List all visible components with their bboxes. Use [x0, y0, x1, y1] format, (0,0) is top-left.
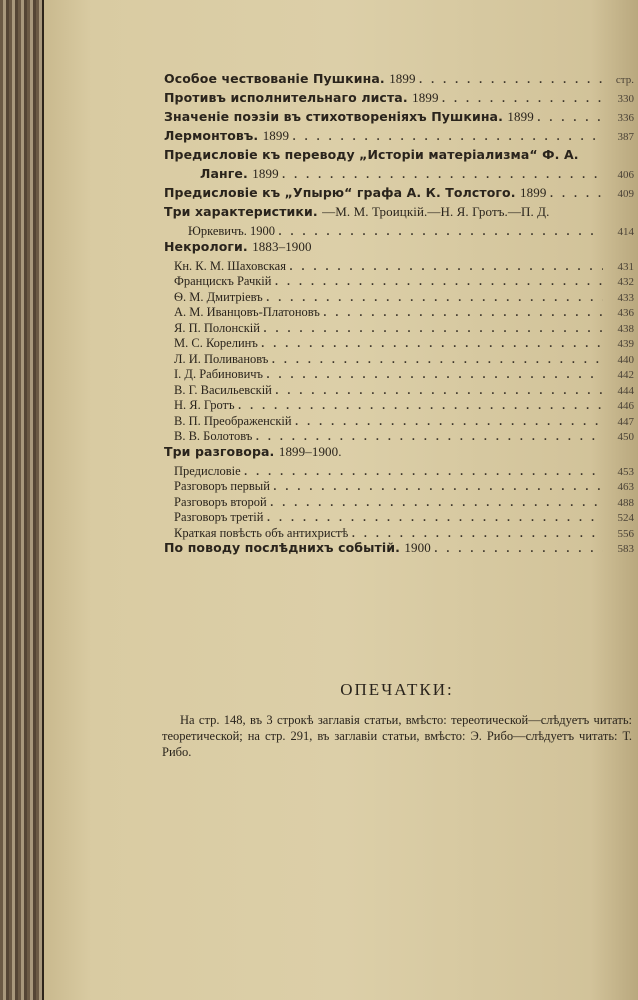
toc-entry: [164, 108, 634, 127]
toc-entry-title: [164, 147, 579, 162]
leader-dots: [282, 165, 603, 183]
toc-entry-name: Предисловіе: [174, 463, 241, 478]
toc-entry-year: 1899: [252, 166, 279, 181]
toc-entry: [164, 89, 634, 108]
toc-entry-page: 414: [617, 226, 634, 238]
toc-entry-name: Особое чествованіе Пушкина.: [164, 71, 385, 86]
toc-entry-page: 453: [617, 465, 634, 478]
toc-entry: [164, 477, 634, 493]
book-page: [44, 0, 638, 1000]
toc-entry-name: Ланге.: [200, 166, 248, 181]
table-of-contents: [164, 70, 634, 558]
toc-entry-name: По поводу послѣднихъ событій.: [164, 540, 400, 555]
toc-entry: [164, 443, 634, 462]
errata-heading: ОПЕЧАТКИ:: [340, 680, 454, 699]
toc-entry-page: 439: [617, 338, 634, 350]
toc-entry: [164, 334, 634, 350]
toc-entry-title: [164, 444, 342, 460]
toc-entry-year: 1899: [412, 90, 439, 105]
toc-entry: [164, 396, 634, 412]
toc-entry-name: Лермонтовъ.: [164, 128, 259, 143]
errata-section: [162, 680, 632, 760]
toc-entry: [164, 493, 634, 509]
toc-entry-page: 524: [617, 512, 634, 524]
toc-entry-name: В. В. Болотовъ: [174, 429, 253, 443]
toc-entry: [164, 350, 634, 366]
toc-entry-title: [164, 90, 439, 106]
toc-entry-name: Разговоръ первый: [174, 479, 270, 493]
toc-entry-page: 447: [617, 415, 634, 428]
toc-entry-page: 387: [617, 131, 634, 143]
toc-entry-title: [164, 128, 289, 144]
toc-entry-year: 1899: [262, 128, 290, 143]
toc-entry-name: Предисловіе къ „Упырю“ графа А. К. Толстого.: [164, 185, 516, 200]
toc-entry-page: 432: [617, 276, 634, 288]
toc-entry-page: 442: [617, 369, 634, 381]
toc-entry-year: —М. М. Троицкій.—Н. Я. Гротъ.—П. Д.: [322, 204, 550, 219]
toc-entry-page: 406: [617, 169, 634, 181]
toc-entry: [164, 222, 634, 238]
toc-entry: [164, 412, 634, 428]
toc-entry-title: [164, 166, 279, 182]
toc-entry-name: І. Д. Рабиновичъ: [174, 367, 264, 381]
leader-dots: [442, 89, 603, 107]
toc-entry-page: 583: [617, 543, 634, 555]
toc-entry: [164, 539, 634, 558]
toc-entry-year: 1899: [507, 109, 534, 124]
toc-entry: [164, 165, 634, 184]
toc-entry-year: 1900: [250, 224, 275, 238]
toc-entry: [164, 462, 634, 478]
toc-entry-title: [164, 109, 534, 125]
toc-entry-name: Три характеристики.: [164, 204, 318, 219]
toc-entry: [164, 427, 634, 443]
toc-entry-title: [164, 239, 312, 255]
toc-entry-name: Противъ исполнительнаго листа.: [164, 90, 408, 105]
toc-entry-page: 330: [617, 93, 634, 105]
toc-entry-page: 450: [617, 431, 634, 443]
toc-entry-year: 1900: [404, 540, 431, 555]
toc-entry-year: 1899: [389, 71, 416, 86]
toc-entry-name: Значеніе поэзіи въ стихотвореніяхъ Пушкина.: [164, 109, 503, 124]
toc-entry-name: Юркевичъ.: [188, 224, 247, 238]
toc-entry: [164, 127, 634, 146]
toc-entry-title: [164, 204, 550, 220]
toc-entry: [164, 146, 634, 165]
toc-entry-page: 336: [617, 112, 634, 124]
toc-entry-name: Н. Я. Гротъ: [174, 398, 235, 412]
toc-entry-name: Я. П. Полонскій: [174, 320, 260, 335]
leader-dots: [434, 539, 603, 557]
toc-entry: [164, 303, 634, 319]
toc-entry-name: М. С. Корелинъ: [174, 336, 258, 350]
toc-entry: [164, 70, 634, 89]
toc-entry-page: 431: [617, 260, 634, 273]
toc-entry: [164, 272, 634, 288]
toc-entry-name: Л. И. Поливановъ: [174, 351, 269, 366]
toc-entry: [164, 524, 634, 540]
toc-entry-page: 488: [617, 496, 634, 509]
toc-entry-page: 440: [617, 353, 634, 366]
toc-entry-name: Три разговора.: [164, 443, 275, 459]
toc-entry: [164, 508, 634, 524]
toc-entry-name: В. П. Преображенскій: [174, 413, 292, 428]
toc-entry-name: Разговоръ второй: [174, 494, 267, 509]
toc-entry-year: 1899–1900.: [278, 443, 342, 459]
toc-entry-page: 463: [617, 481, 634, 493]
toc-entry-name: Кн. К. М. Шаховская: [174, 258, 286, 273]
toc-entry-page: 409: [617, 188, 634, 200]
toc-entry: [164, 238, 634, 257]
toc-entry-title: [164, 71, 416, 87]
toc-entry: [164, 381, 634, 397]
leader-dots: [537, 108, 603, 126]
toc-entry-name: А. М. Иванцовъ-Платоновъ: [174, 305, 320, 319]
toc-entry: [164, 203, 634, 222]
toc-entry-name: Разговоръ третій: [174, 510, 264, 524]
toc-entry-page: 444: [617, 384, 634, 397]
leader-dots: [292, 127, 603, 145]
toc-entry-year: 1883–1900: [252, 238, 312, 254]
toc-entry-page: стр.: [615, 74, 634, 86]
toc-entry: [164, 184, 634, 203]
toc-entry-title: [164, 185, 546, 201]
toc-entry-page: 436: [617, 307, 634, 319]
toc-entry-name: Францискъ Рачкій: [174, 274, 272, 288]
toc-entry-name: Некрологи.: [164, 238, 248, 254]
toc-entry-page: 433: [617, 291, 634, 304]
toc-entry-name: В. Г. Васильевскій: [174, 382, 272, 397]
toc-entry-name: Краткая повѣсть объ антихристѣ: [174, 525, 349, 540]
toc-entry-page: 438: [617, 322, 634, 335]
toc-entry-year: 1899: [520, 185, 547, 200]
toc-entry: [164, 319, 634, 335]
toc-entry: [164, 365, 634, 381]
leader-dots: [419, 70, 603, 88]
toc-entry-name: Ѳ. М. Дмитріевъ: [174, 289, 263, 304]
toc-entry: [164, 257, 634, 273]
errata-text: На стр. 148, въ 3 строкѣ заглавія статьи, вмѣсто: тереотической—слѣдуетъ читать: теоретической; на стр. 291, въ заглавіи статьи, вмѣсто: Э. Рибо—слѣдуетъ читать: Т. Рибо.: [162, 713, 632, 759]
toc-entry-name: Предисловіе къ переводу „Исторіи матеріализма“ Ф. А.: [164, 147, 579, 162]
toc-entry-page: 556: [617, 527, 634, 540]
leader-dots: [549, 184, 603, 202]
toc-entry: [164, 288, 634, 304]
book-cover-edge: [0, 0, 44, 1000]
toc-entry-page: 446: [617, 400, 634, 412]
toc-entry-title: [164, 540, 431, 556]
